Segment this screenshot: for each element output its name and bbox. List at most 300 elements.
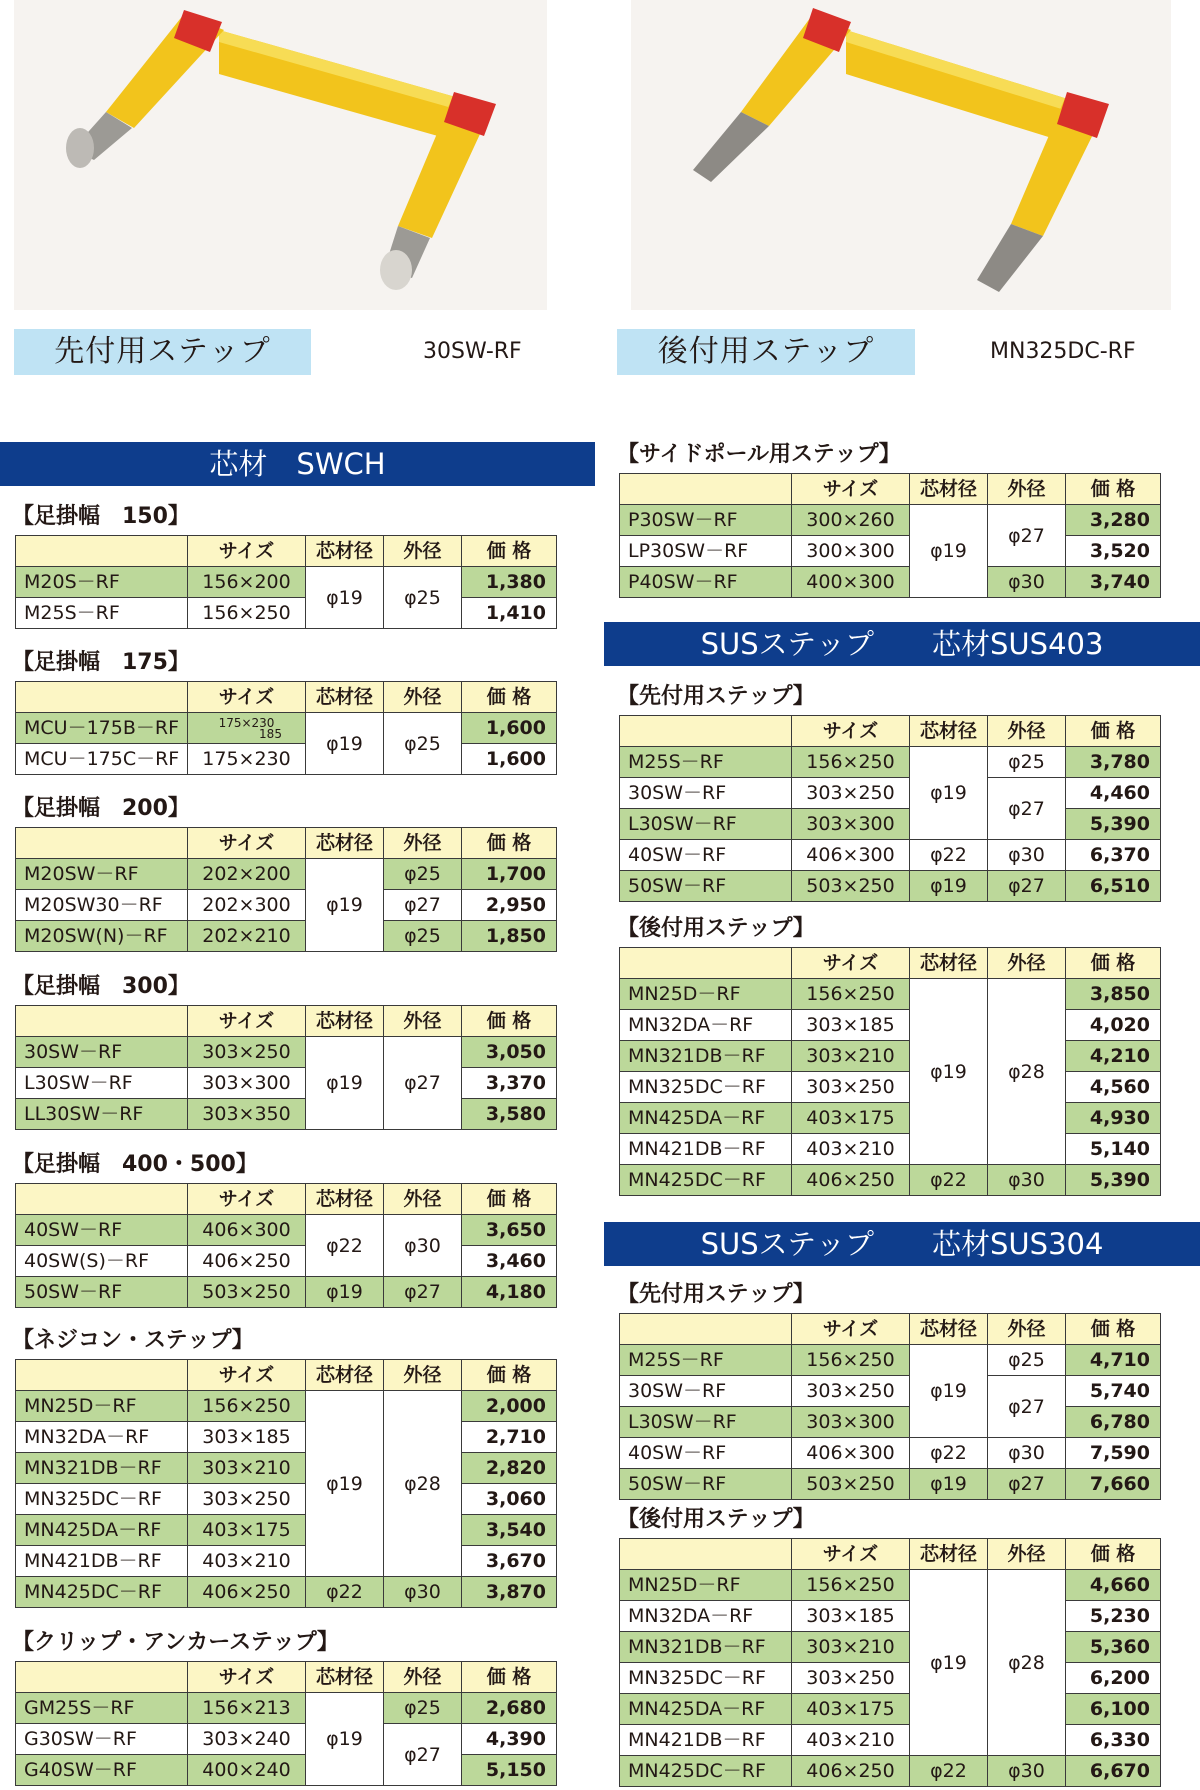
header-size: サイズ [792, 474, 910, 505]
model-name: M20SW(N)－RF [16, 921, 188, 952]
price-value: 5,360 [1066, 1632, 1161, 1663]
header-price: 価 格 [462, 536, 557, 567]
outer-diameter: φ27 [988, 1469, 1066, 1500]
table-header-row [16, 536, 557, 567]
size-value: 303×185 [792, 1010, 910, 1041]
size-value: 156×250 [792, 1345, 910, 1376]
header-size: サイズ [792, 948, 910, 979]
table-row [620, 1725, 1161, 1756]
table-row [620, 871, 1161, 902]
model-name: M25S－RF [16, 598, 188, 629]
header-core: 芯材径 [910, 474, 988, 505]
core-diameter: φ19 [910, 747, 988, 840]
model-name: MN321DB－RF [16, 1453, 188, 1484]
size-value: 202×210 [188, 921, 306, 952]
outer-diameter: φ28 [988, 1570, 1066, 1756]
model-name: L30SW－RF [620, 809, 792, 840]
model-name: LL30SW－RF [16, 1099, 188, 1130]
core-diameter: φ19 [910, 979, 988, 1165]
outer-diameter: φ30 [988, 840, 1066, 871]
size-sub: 185 [259, 726, 282, 741]
price-value: 7,660 [1066, 1469, 1161, 1500]
table-row [16, 567, 557, 598]
size-value: 156×250 [792, 747, 910, 778]
outer-diameter: φ30 [988, 567, 1066, 598]
model-name: MN425DA－RF [16, 1515, 188, 1546]
core-diameter: φ19 [306, 1277, 384, 1308]
table-row [16, 744, 557, 775]
table-row [620, 1345, 1161, 1376]
header-outer: 外径 [384, 828, 462, 859]
table-header-row [620, 1314, 1161, 1345]
size-value: 303×250 [792, 1072, 910, 1103]
model-name: MN425DA－RF [620, 1694, 792, 1725]
header-price: 価 格 [462, 1662, 557, 1693]
header-outer: 外径 [384, 536, 462, 567]
header-outer: 外径 [384, 1184, 462, 1215]
table-row [620, 1438, 1161, 1469]
table-row [620, 1694, 1161, 1725]
outer-diameter: φ27 [988, 871, 1066, 902]
core-diameter: φ22 [910, 840, 988, 871]
core-diameter: φ19 [910, 505, 988, 598]
size-value: 303×210 [792, 1041, 910, 1072]
model-name: MN421DB－RF [16, 1546, 188, 1577]
model-name: 50SW－RF [620, 1469, 792, 1500]
price-value: 5,140 [1066, 1134, 1161, 1165]
price-value: 6,100 [1066, 1694, 1161, 1725]
core-diameter: φ22 [910, 1756, 988, 1787]
core-diameter: φ19 [306, 1391, 384, 1577]
size-value: 156×250 [188, 1391, 306, 1422]
size-value: 156×250 [792, 979, 910, 1010]
header-size: サイズ [188, 1360, 306, 1391]
price-value: 1,850 [462, 921, 557, 952]
table-row [16, 1577, 557, 1608]
header-core: 芯材径 [306, 1006, 384, 1037]
size-value: 403×210 [188, 1546, 306, 1577]
outer-diameter: φ30 [988, 1165, 1066, 1196]
size-value: 406×250 [188, 1577, 306, 1608]
model-name: MCU－175C－RF [16, 744, 188, 775]
size-value [188, 713, 306, 744]
model-name: MN425DC－RF [620, 1756, 792, 1787]
rear-step-photo [631, 0, 1171, 310]
core-diameter: φ19 [306, 1037, 384, 1130]
size-value: 303×250 [188, 1037, 306, 1068]
size-value: 303×300 [792, 809, 910, 840]
header-price: 価 格 [1066, 948, 1161, 979]
section-title-s304-front: 【先付用ステップ】 [617, 1282, 815, 1307]
price-value: 3,650 [462, 1215, 557, 1246]
price-value: 6,200 [1066, 1663, 1161, 1694]
header-size: サイズ [188, 682, 306, 713]
size-value: 403×175 [792, 1694, 910, 1725]
size-value: 303×210 [188, 1453, 306, 1484]
table-row [16, 1099, 557, 1130]
size-value: 303×240 [188, 1724, 306, 1755]
price-table-w300 [15, 1005, 557, 1130]
model-name: MN32DA－RF [620, 1010, 792, 1041]
size-value: 403×175 [792, 1103, 910, 1134]
table-row [16, 1693, 557, 1724]
table-row [620, 536, 1161, 567]
table-header-row [16, 1360, 557, 1391]
size-value: 400×240 [188, 1755, 306, 1786]
header-price: 価 格 [462, 1006, 557, 1037]
section-title-sidepole: 【サイドポール用ステップ】 [617, 442, 901, 467]
price-value: 4,390 [462, 1724, 557, 1755]
price-value: 3,580 [462, 1099, 557, 1130]
section-title-s403-front: 【先付用ステップ】 [617, 684, 815, 709]
size-value: 303×210 [792, 1632, 910, 1663]
model-name: MN325DC－RF [16, 1484, 188, 1515]
size-value: 202×300 [188, 890, 306, 921]
table-row [16, 859, 557, 890]
header-core: 芯材径 [910, 716, 988, 747]
model-name: 40SW－RF [620, 1438, 792, 1469]
table-row [620, 1010, 1161, 1041]
outer-diameter: φ25 [384, 859, 462, 890]
price-value: 3,050 [462, 1037, 557, 1068]
price-value: 1,700 [462, 859, 557, 890]
size-value: 300×300 [792, 536, 910, 567]
price-value: 5,230 [1066, 1601, 1161, 1632]
price-value: 4,710 [1066, 1345, 1161, 1376]
size-value: 406×300 [792, 1438, 910, 1469]
outer-diameter: φ25 [384, 921, 462, 952]
header-core: 芯材径 [910, 1539, 988, 1570]
size-value: 303×185 [188, 1422, 306, 1453]
core-diameter: φ19 [306, 1693, 384, 1786]
price-value: 3,780 [1066, 747, 1161, 778]
table-row [16, 1453, 557, 1484]
table-row [620, 840, 1161, 871]
size-value: 175×230 [188, 744, 306, 775]
front-step-label: 先付用ステップ [14, 329, 311, 375]
header-outer: 外径 [384, 1662, 462, 1693]
size-value: 403×175 [188, 1515, 306, 1546]
rear-step-label: 後付用ステップ [617, 329, 915, 375]
table-row [16, 598, 557, 629]
swch-header-bar: 芯材 SWCH [0, 442, 595, 486]
header-core: 芯材径 [306, 1184, 384, 1215]
price-value: 4,660 [1066, 1570, 1161, 1601]
price-value: 5,740 [1066, 1376, 1161, 1407]
price-value: 2,000 [462, 1391, 557, 1422]
price-value: 1,600 [462, 713, 557, 744]
model-name: MN325DC－RF [620, 1663, 792, 1694]
table-row [620, 1376, 1161, 1407]
size-value: 156×250 [188, 598, 306, 629]
outer-diameter: φ30 [384, 1215, 462, 1277]
model-name: M20SW30－RF [16, 890, 188, 921]
model-name: MCU－175B－RF [16, 713, 188, 744]
outer-diameter: φ28 [384, 1391, 462, 1577]
price-value: 3,740 [1066, 567, 1161, 598]
header-price: 価 格 [462, 1360, 557, 1391]
core-diameter: φ22 [910, 1165, 988, 1196]
table-row [620, 1041, 1161, 1072]
table-row [16, 1068, 557, 1099]
header-size: サイズ [188, 1662, 306, 1693]
size-value: 406×300 [188, 1215, 306, 1246]
core-diameter: φ19 [910, 871, 988, 902]
header-core: 芯材径 [306, 828, 384, 859]
table-row [620, 1570, 1161, 1601]
price-value: 3,540 [462, 1515, 557, 1546]
header-price: 価 格 [462, 682, 557, 713]
size-value: 303×300 [792, 1407, 910, 1438]
size-value: 403×210 [792, 1134, 910, 1165]
table-row [620, 1134, 1161, 1165]
price-table-s304-front [619, 1313, 1161, 1500]
rear-step-code: MN325DC-RF [990, 339, 1136, 364]
header-name [16, 1006, 188, 1037]
price-value: 4,210 [1066, 1041, 1161, 1072]
table-row [16, 1422, 557, 1453]
price-value: 3,870 [462, 1577, 557, 1608]
table-row [16, 890, 557, 921]
outer-diameter: φ27 [988, 1376, 1066, 1438]
price-value: 1,410 [462, 598, 557, 629]
table-header-row [620, 474, 1161, 505]
model-name: 40SW－RF [16, 1215, 188, 1246]
model-name: G30SW－RF [16, 1724, 188, 1755]
model-name: MN321DB－RF [620, 1041, 792, 1072]
header-size: サイズ [188, 536, 306, 567]
size-value: 503×250 [792, 1469, 910, 1500]
price-value: 4,560 [1066, 1072, 1161, 1103]
header-size: サイズ [188, 1006, 306, 1037]
price-value: 4,460 [1066, 778, 1161, 809]
model-name: MN32DA－RF [620, 1601, 792, 1632]
size-value: 406×250 [792, 1756, 910, 1787]
outer-diameter: φ30 [988, 1756, 1066, 1787]
header-outer: 外径 [988, 474, 1066, 505]
header-outer: 外径 [384, 1360, 462, 1391]
price-value: 4,180 [462, 1277, 557, 1308]
price-value: 3,060 [462, 1484, 557, 1515]
price-value: 3,850 [1066, 979, 1161, 1010]
header-outer: 外径 [988, 1539, 1066, 1570]
model-name: 30SW－RF [620, 1376, 792, 1407]
header-core: 芯材径 [306, 1360, 384, 1391]
section-title-w175: 【足掛幅 175】 [12, 650, 190, 675]
size-value: 156×250 [792, 1570, 910, 1601]
price-value: 4,930 [1066, 1103, 1161, 1134]
price-value: 3,520 [1066, 536, 1161, 567]
price-table-s403-front [619, 715, 1161, 902]
price-table-s304-rear [619, 1538, 1161, 1787]
header-core: 芯材径 [306, 682, 384, 713]
header-core: 芯材径 [306, 1662, 384, 1693]
price-value: 2,950 [462, 890, 557, 921]
step-handle-icon [14, 0, 547, 310]
outer-diameter: φ30 [988, 1438, 1066, 1469]
size-value: 303×250 [792, 778, 910, 809]
table-row [16, 1515, 557, 1546]
header-price: 価 格 [1066, 474, 1161, 505]
core-diameter: φ19 [910, 1570, 988, 1756]
table-row [620, 1632, 1161, 1663]
price-table-w150 [15, 535, 557, 629]
model-name: L30SW－RF [16, 1068, 188, 1099]
size-value: 156×213 [188, 1693, 306, 1724]
outer-diameter: φ30 [384, 1577, 462, 1608]
outer-diameter: φ27 [384, 1724, 462, 1786]
model-name: 30SW－RF [16, 1037, 188, 1068]
table-row [620, 979, 1161, 1010]
table-header-row [620, 716, 1161, 747]
table-row [16, 1755, 557, 1786]
table-header-row [16, 1184, 557, 1215]
size-fraction [211, 715, 282, 741]
header-outer: 外径 [384, 1006, 462, 1037]
outer-diameter: φ27 [988, 505, 1066, 567]
model-name: P40SW－RF [620, 567, 792, 598]
table-row [16, 921, 557, 952]
size-value: 303×300 [188, 1068, 306, 1099]
header-outer: 外径 [988, 1314, 1066, 1345]
core-diameter: φ22 [306, 1577, 384, 1608]
model-name: LP30SW－RF [620, 536, 792, 567]
table-row [620, 1165, 1161, 1196]
size-value: 202×200 [188, 859, 306, 890]
section-title-w300: 【足掛幅 300】 [12, 974, 190, 999]
size-value: 503×250 [188, 1277, 306, 1308]
table-row [16, 1246, 557, 1277]
header-price: 価 格 [462, 828, 557, 859]
size-value: 303×250 [792, 1663, 910, 1694]
model-name: MN325DC－RF [620, 1072, 792, 1103]
price-value: 3,370 [462, 1068, 557, 1099]
size-value: 303×250 [188, 1484, 306, 1515]
model-name: P30SW－RF [620, 505, 792, 536]
price-value: 5,150 [462, 1755, 557, 1786]
header-size: サイズ [792, 1314, 910, 1345]
section-title-w200: 【足掛幅 200】 [12, 796, 190, 821]
header-core: 芯材径 [306, 536, 384, 567]
header-name [16, 1662, 188, 1693]
model-name: MN25D－RF [620, 1570, 792, 1601]
table-row [16, 1546, 557, 1577]
price-value: 6,780 [1066, 1407, 1161, 1438]
table-row [16, 1484, 557, 1515]
table-row [16, 1391, 557, 1422]
size-value: 406×300 [792, 840, 910, 871]
model-name: MN425DA－RF [620, 1103, 792, 1134]
model-name: M20S－RF [16, 567, 188, 598]
header-price: 価 格 [1066, 1314, 1161, 1345]
core-diameter: φ19 [306, 859, 384, 952]
size-value: 403×210 [792, 1725, 910, 1756]
table-row [620, 567, 1161, 598]
table-row [620, 1756, 1161, 1787]
table-header-row [620, 948, 1161, 979]
table-header-row [16, 682, 557, 713]
sus304-header-bar: SUSステップ 芯材SUS304 [604, 1222, 1200, 1266]
header-core: 芯材径 [910, 948, 988, 979]
price-table-nejicon [15, 1359, 557, 1608]
model-name: GM25S－RF [16, 1693, 188, 1724]
header-name [16, 1360, 188, 1391]
price-value: 6,670 [1066, 1756, 1161, 1787]
price-table-s403-rear [619, 947, 1161, 1196]
header-name [16, 828, 188, 859]
table-row [620, 809, 1161, 840]
model-name: MN425DC－RF [16, 1577, 188, 1608]
model-name: 40SW(S)－RF [16, 1246, 188, 1277]
price-value: 1,380 [462, 567, 557, 598]
table-row [620, 747, 1161, 778]
table-row [16, 713, 557, 744]
core-diameter: φ22 [306, 1215, 384, 1277]
header-size: サイズ [188, 1184, 306, 1215]
model-name: MN421DB－RF [620, 1725, 792, 1756]
model-name: MN425DC－RF [620, 1165, 792, 1196]
size-value: 303×185 [792, 1601, 910, 1632]
price-table-clip [15, 1661, 557, 1786]
header-name [620, 716, 792, 747]
section-title-w400: 【足掛幅 400・500】 [12, 1152, 258, 1177]
table-row [16, 1215, 557, 1246]
model-name: M25S－RF [620, 747, 792, 778]
front-step-code: 30SW-RF [423, 339, 522, 364]
price-value: 6,330 [1066, 1725, 1161, 1756]
core-diameter: φ22 [910, 1438, 988, 1469]
price-value: 4,020 [1066, 1010, 1161, 1041]
header-name [620, 1539, 792, 1570]
table-row [16, 1724, 557, 1755]
price-value: 2,710 [462, 1422, 557, 1453]
header-name [620, 474, 792, 505]
table-row [620, 1601, 1161, 1632]
header-price: 価 格 [462, 1184, 557, 1215]
price-table-w175 [15, 681, 557, 775]
table-row [620, 1072, 1161, 1103]
core-diameter: φ19 [910, 1469, 988, 1500]
price-value: 3,670 [462, 1546, 557, 1577]
price-value: 3,280 [1066, 505, 1161, 536]
table-row [620, 1103, 1161, 1134]
model-name: M25S－RF [620, 1345, 792, 1376]
price-value: 2,820 [462, 1453, 557, 1484]
table-header-row [16, 1662, 557, 1693]
model-name: 30SW－RF [620, 778, 792, 809]
size-value: 503×250 [792, 871, 910, 902]
price-value: 1,600 [462, 744, 557, 775]
price-value: 2,680 [462, 1693, 557, 1724]
core-diameter: φ19 [306, 567, 384, 629]
table-row [620, 505, 1161, 536]
price-value: 6,370 [1066, 840, 1161, 871]
section-title-s403-rear: 【後付用ステップ】 [617, 916, 815, 941]
header-price: 価 格 [1066, 1539, 1161, 1570]
outer-diameter: φ27 [988, 778, 1066, 840]
size-value: 406×250 [188, 1246, 306, 1277]
section-title-s304-rear: 【後付用ステップ】 [617, 1507, 815, 1532]
table-row [620, 778, 1161, 809]
core-diameter: φ19 [910, 1345, 988, 1438]
sus403-header-bar: SUSステップ 芯材SUS403 [604, 622, 1200, 666]
header-core: 芯材径 [910, 1314, 988, 1345]
price-value: 5,390 [1066, 1165, 1161, 1196]
header-name [16, 682, 188, 713]
header-name [16, 1184, 188, 1215]
outer-diameter: φ25 [384, 567, 462, 629]
section-title-w150: 【足掛幅 150】 [12, 504, 190, 529]
